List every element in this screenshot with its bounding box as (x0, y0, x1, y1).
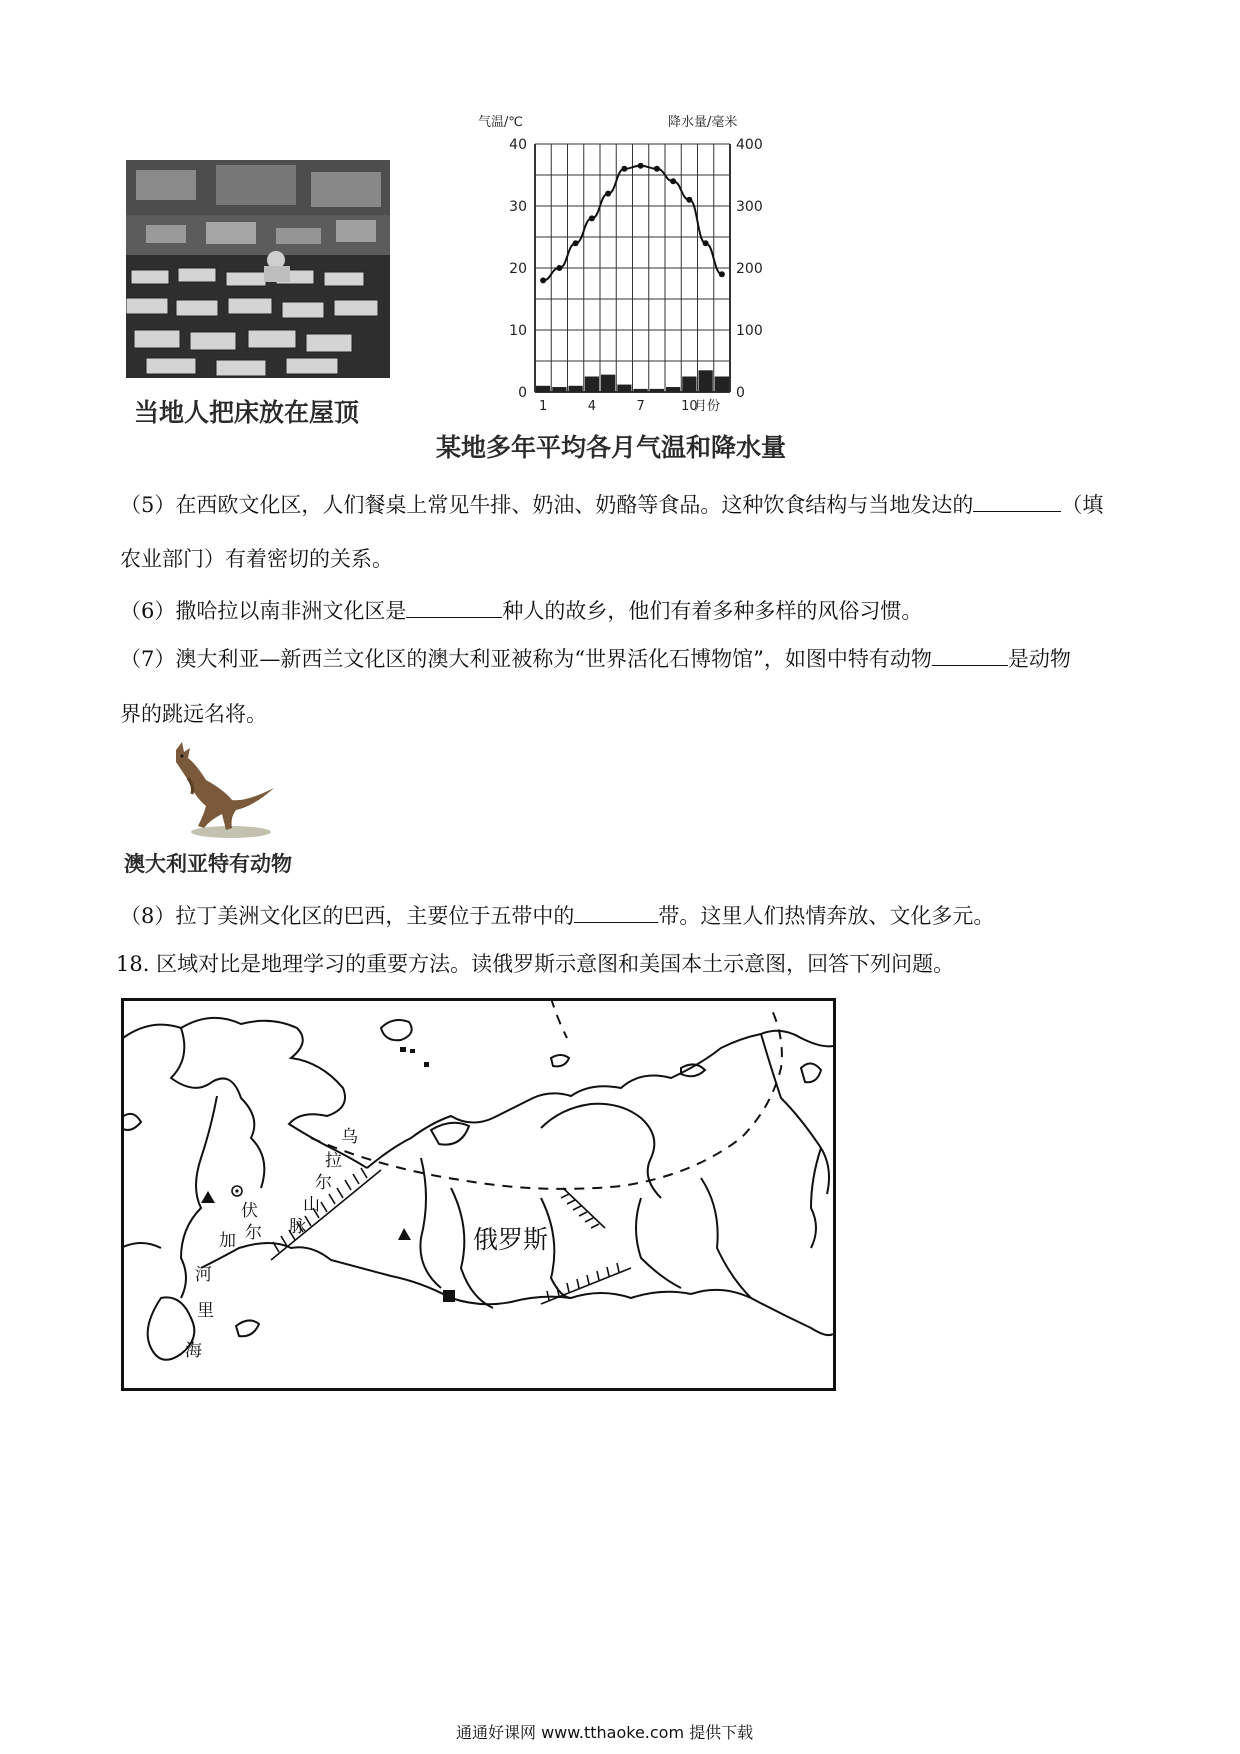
temperature-point (605, 191, 611, 197)
temperature-point (540, 277, 546, 283)
temperature-point (638, 163, 644, 169)
ural-char-4: 山 (303, 1195, 320, 1215)
temperature-point (573, 240, 579, 246)
x-axis-tick-label: 10 (681, 399, 698, 412)
x-axis-tick-label: 7 (636, 399, 645, 412)
left-axis-tick-label: 30 (509, 199, 527, 215)
russia-map-svg (121, 998, 836, 1391)
climate-chart-caption: 某地多年平均各月气温和降水量 (436, 433, 787, 462)
climate-chart (440, 112, 780, 412)
temperature-point (719, 271, 725, 277)
volga-char-1: 伏 (241, 1201, 258, 1221)
temperature-point (686, 197, 692, 203)
precipitation-bar (601, 375, 615, 392)
ural-char-5: 脉 (289, 1217, 306, 1237)
question-5-text-end: （填 (1061, 493, 1104, 517)
x-axis-unit-label: 月份 (694, 399, 721, 412)
kangaroo-image (146, 740, 286, 840)
right-axis-tick-label: 100 (736, 323, 763, 339)
temperature-point (589, 215, 595, 221)
answer-blank-q7[interactable] (932, 645, 1008, 666)
left-axis-label: 气温/℃ (478, 115, 523, 130)
ural-char-2: 拉 (325, 1151, 342, 1171)
question-6 (120, 597, 922, 625)
volga-char-2: 尔 (245, 1223, 262, 1243)
precipitation-bar (585, 377, 599, 393)
answer-blank-q6[interactable] (406, 597, 502, 618)
left-axis-tick-label: 0 (518, 385, 527, 401)
question-7-text: （7）澳大利亚—新西兰文化区的澳大利亚被称为“世界活化石博物馆”，如图中特有动物 (120, 647, 932, 671)
answer-blank-q5[interactable] (973, 491, 1061, 512)
answer-blank-q8[interactable] (574, 902, 658, 923)
left-axis-tick-label: 10 (509, 323, 527, 339)
precipitation-bar (682, 377, 696, 393)
roof-photo (126, 160, 390, 378)
temperature-point (670, 178, 676, 184)
temperature-point (654, 166, 660, 172)
temperature-point (621, 166, 627, 172)
x-axis-tick-label: 1 (538, 399, 548, 412)
left-axis-tick-label: 40 (509, 137, 527, 153)
question-7-text-end: 是动物 (1007, 647, 1071, 671)
footer-text: 通通好课网 www.tthaoke.com 提供下载 (456, 1723, 754, 1742)
right-axis-label: 降水量/毫米 (668, 115, 738, 130)
caspian-char-2: 海 (185, 1341, 202, 1361)
ural-char-3: 尔 (315, 1173, 332, 1193)
roof-photo-image (126, 160, 390, 378)
right-axis-tick-label: 300 (736, 199, 763, 215)
ural-char-1: 乌 (341, 1127, 358, 1147)
question-7-line-2: 界的跳远名将。 (120, 702, 267, 726)
question-6-text-end: 种人的故乡，他们有着多种多样的风俗习惯。 (502, 599, 923, 623)
question-18: 18. 区域对比是地理学习的重要方法。读俄罗斯示意图和美国本土示意图，回答下列问题。 (116, 952, 955, 976)
kangaroo-caption: 澳大利亚特有动物 (124, 852, 292, 876)
x-axis-tick-label: 4 (587, 399, 597, 412)
right-axis-tick-label: 400 (736, 137, 763, 153)
question-5-text: （5）在西欧文化区，人们餐桌上常见牛排、奶油、奶酪等食品。这种饮食结构与当地发达的 (120, 493, 974, 517)
question-7-line-1 (120, 645, 1071, 673)
precipitation-bar (536, 386, 550, 392)
roof-photo-caption: 当地人把床放在屋顶 (134, 398, 360, 427)
question-8 (120, 902, 994, 930)
precipitation-bar (666, 387, 680, 392)
right-axis-tick-label: 200 (736, 261, 763, 277)
question-5-line-1 (120, 491, 1103, 519)
question-6-text: （6）撒哈拉以南非洲文化区是 (120, 599, 407, 623)
climate-chart-svg (440, 112, 780, 412)
kangaroo-icon (146, 740, 286, 840)
temperature-point (703, 240, 709, 246)
left-axis-tick-label: 20 (509, 261, 527, 277)
square-symbol-icon (443, 1290, 455, 1302)
volga-char-4: 河 (195, 1265, 212, 1285)
caspian-char-1: 里 (197, 1301, 214, 1321)
temperature-point (556, 265, 562, 271)
precipitation-bar (634, 389, 648, 392)
precipitation-bar (569, 386, 583, 392)
precipitation-bar (552, 387, 566, 392)
question-8-text-end: 带。这里人们热情奔放、文化多元。 (658, 904, 995, 928)
russia-map (121, 998, 836, 1391)
precipitation-bar (617, 385, 631, 392)
precipitation-bar (715, 377, 729, 393)
question-5-line-2: 农业部门）有着密切的关系。 (120, 547, 393, 571)
precipitation-bar (650, 389, 664, 392)
right-axis-tick-label: 0 (736, 385, 745, 401)
precipitation-bar (699, 370, 713, 392)
volga-char-3: 加 (219, 1231, 236, 1251)
question-8-text: （8）拉丁美洲文化区的巴西，主要位于五带中的 (120, 904, 575, 928)
russia-label: 俄罗斯 (473, 1225, 549, 1254)
